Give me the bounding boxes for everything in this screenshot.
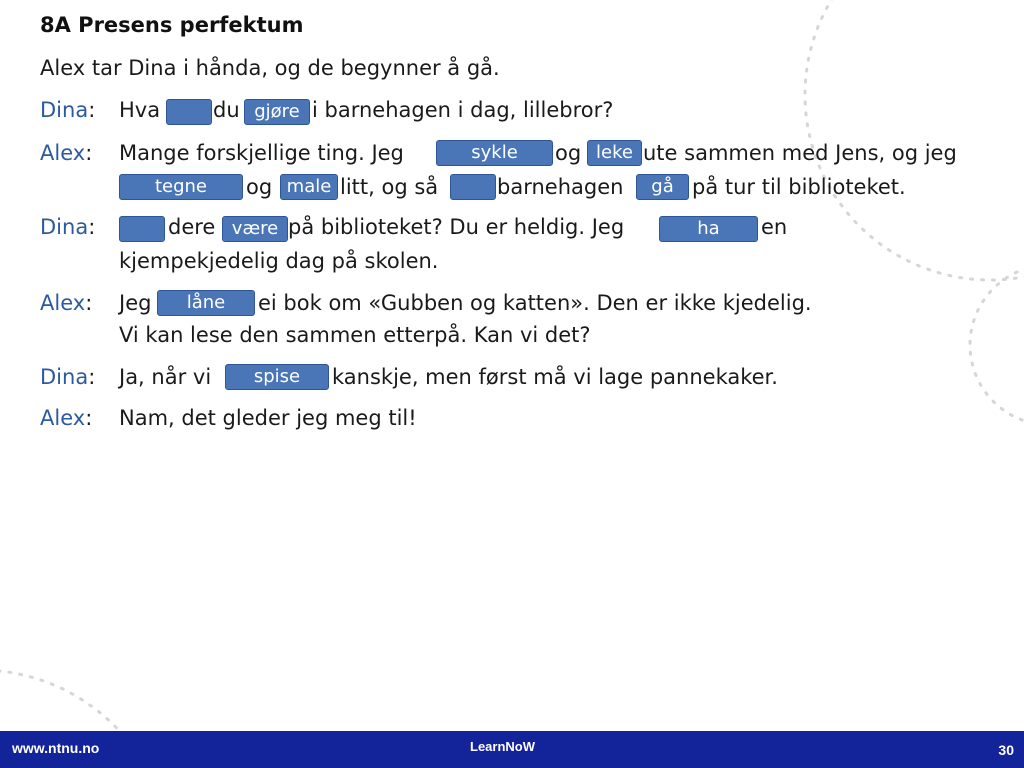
text-segment: dere bbox=[168, 215, 216, 239]
text-segment: ute sammen med Jens, og jeg bbox=[643, 141, 957, 165]
verb-box-gjore[interactable]: gjøre bbox=[244, 99, 310, 125]
speaker-alex: Alex: bbox=[40, 141, 93, 165]
text-segment: Vi kan lese den sammen etterpå. Kan vi det? bbox=[119, 323, 591, 347]
footer-brand: LearnNoW bbox=[470, 739, 535, 754]
verb-box-ga[interactable]: gå bbox=[636, 174, 689, 200]
verb-box-lane[interactable]: låne bbox=[157, 290, 255, 316]
text-segment: du bbox=[213, 98, 240, 122]
text-segment: ei bok om «Gubben og katten». Den er ikke kjedelig. bbox=[258, 291, 812, 315]
blank-box[interactable] bbox=[119, 216, 165, 242]
text-segment: Mange forskjellige ting. Jeg bbox=[119, 141, 404, 165]
speaker-dina: Dina: bbox=[40, 365, 96, 389]
speaker-alex: Alex: bbox=[40, 406, 93, 430]
text-segment: og bbox=[555, 141, 582, 165]
text-segment: i barnehagen i dag, lillebror? bbox=[312, 98, 614, 122]
text-segment: på tur til biblioteket. bbox=[692, 175, 906, 199]
text-segment: Jeg bbox=[119, 291, 152, 315]
verb-box-tegne[interactable]: tegne bbox=[119, 174, 243, 200]
blank-box[interactable] bbox=[166, 99, 212, 125]
text-segment: Ja, når vi bbox=[119, 365, 212, 389]
speaker-alex: Alex: bbox=[40, 291, 93, 315]
blank-box[interactable] bbox=[450, 174, 496, 200]
speaker-dina: Dina: bbox=[40, 215, 96, 239]
verb-box-male[interactable]: male bbox=[280, 174, 338, 200]
text-segment: barnehagen bbox=[497, 175, 624, 199]
text-segment: Hva bbox=[119, 98, 161, 122]
page-number: 30 bbox=[998, 742, 1014, 758]
verb-box-leke[interactable]: leke bbox=[587, 140, 642, 166]
text-segment: litt, og så bbox=[340, 175, 439, 199]
text-segment: kjempekjedelig dag på skolen. bbox=[119, 249, 439, 273]
text-segment: kanskje, men først må vi lage pannekaker. bbox=[332, 365, 778, 389]
verb-box-vaere[interactable]: være bbox=[222, 216, 288, 242]
verb-box-ha[interactable]: ha bbox=[659, 216, 758, 242]
footer-url[interactable]: www.ntnu.no bbox=[12, 740, 100, 756]
text-segment: på biblioteket? Du er heldig. Jeg bbox=[288, 215, 625, 239]
intro-text: Alex tar Dina i hånda, og de begynner å gå. bbox=[40, 56, 500, 80]
verb-box-sykle[interactable]: sykle bbox=[436, 140, 553, 166]
text-segment: Nam, det gleder jeg meg til! bbox=[119, 406, 417, 430]
text-segment: en bbox=[761, 215, 788, 239]
footer-bar bbox=[0, 731, 1024, 768]
verb-box-spise[interactable]: spise bbox=[225, 364, 329, 390]
slide-title: 8A Presens perfektum bbox=[40, 13, 304, 37]
text-segment: og bbox=[246, 175, 273, 199]
speaker-dina: Dina: bbox=[40, 98, 96, 122]
